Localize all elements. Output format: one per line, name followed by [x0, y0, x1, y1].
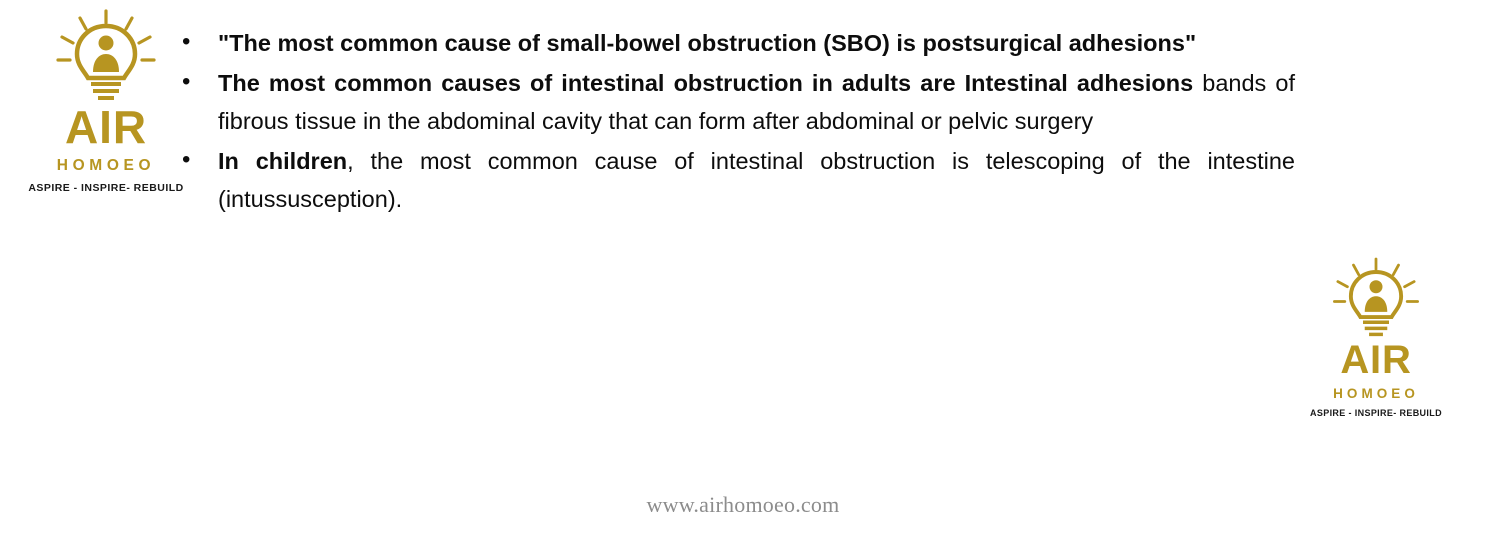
- logo-secondary: [1298, 256, 1454, 418]
- logo-wordmark: AIR: [65, 101, 147, 153]
- regular-text: bands of fibrous tissue in the abdominal cavity that can form after abdominal or pelvic surgery: [218, 70, 1295, 135]
- slide-body: [170, 24, 1295, 220]
- bold-text: In children: [218, 148, 348, 175]
- bullet-text-0: [218, 30, 1196, 56]
- bullet-item: [170, 64, 1295, 140]
- logo-primary: [22, 8, 190, 193]
- lightbulb-with-person-icon: [46, 8, 166, 104]
- logo-tagline: ASPIRE - INSPIRE- REBUILD: [1309, 407, 1442, 418]
- bold-text: The most common causes of intestinal obstruction in adults are Intestinal adhesions: [218, 70, 1194, 97]
- bold-text: "The most common cause of small-bowel obstruction (SBO) is postsurgical adhesions": [218, 30, 1197, 56]
- bullet-text-2: [218, 148, 1295, 212]
- logo-subword: HOMOEO: [1333, 386, 1419, 401]
- logo-tagline: ASPIRE - INSPIRE- REBUILD: [28, 181, 184, 194]
- bullet-list: [170, 24, 1295, 218]
- footer-website-url: www.airhomoeo.com: [646, 492, 840, 517]
- lightbulb-with-person-icon: [1324, 256, 1428, 340]
- logo-subword: HOMOEO: [56, 157, 156, 174]
- bullet-text-1: [218, 70, 1295, 134]
- regular-text: , the most common cause of intestinal obstruction is telescoping of the intestine (intussusception).: [218, 148, 1295, 213]
- bullet-item: [170, 24, 1295, 62]
- logo-wordmark: AIR: [1340, 338, 1412, 382]
- bullet-item: [170, 142, 1295, 218]
